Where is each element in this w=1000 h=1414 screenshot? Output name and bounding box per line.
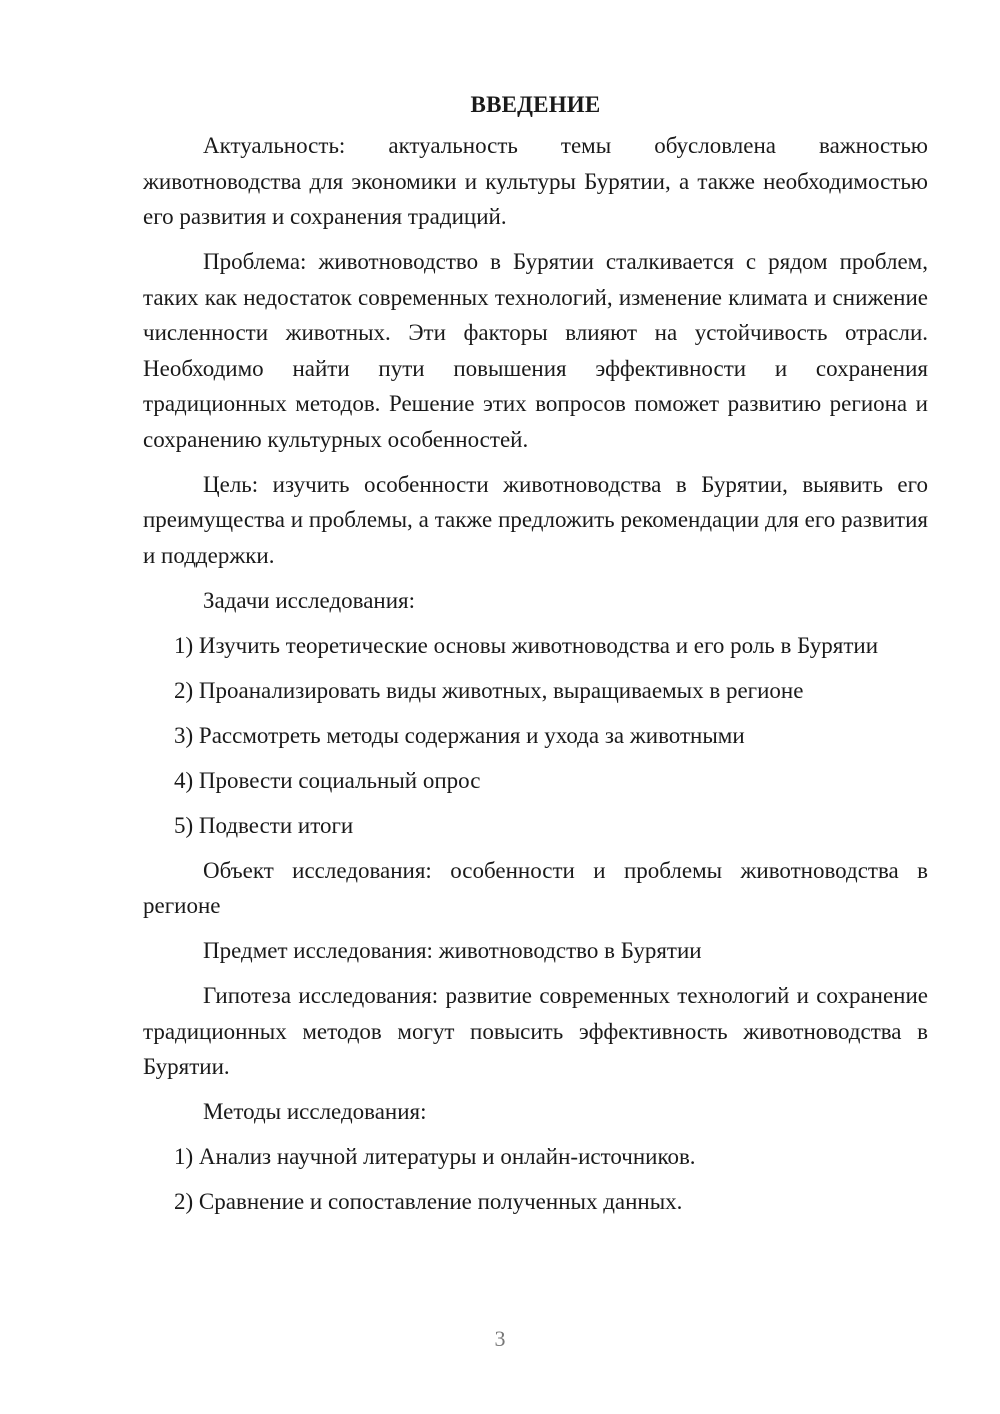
paragraph-tasks-heading: Задачи исследования:	[203, 587, 416, 613]
section-title: ВВЕДЕНИЕ	[470, 92, 601, 117]
list-item-task-5: 5) Подвести итоги	[174, 812, 354, 838]
list-item-method-2: 2) Сравнение и сопоставление полученных данных.	[174, 1189, 683, 1214]
paragraph-goal: Цель: изучить особенности животноводства в Бурятии, выявить его преимущества и проблемы, а также предложить рекомендации для его развития и поддержки.	[143, 471, 928, 568]
list-item-task-1: 1) Изучить теоретические основы животноводства и его роль в Бурятии	[174, 632, 879, 658]
document-page	[143, 88, 928, 1229]
list-item-task-3: 3) Рассмотреть методы содержания и ухода за животными	[174, 722, 745, 748]
paragraph-object: Объект исследования: особенности и проблемы животноводства в регионе	[143, 857, 928, 918]
paragraph-problem: Проблема: животноводство в Бурятии сталкивается с рядом проблем, таких как недостаток современных технологий, изменение климата и снижение численности животных. Эти факторы влияют на устойчивость отрасли. Необходимо найти пути повышения эффективности и сохранения традиционных методов. Решение этих вопросов поможет развитию региона и сохранению культурных особенностей.	[143, 249, 928, 452]
paragraph-methods-heading: Методы исследования:	[203, 1099, 427, 1124]
list-item-method-1: 1) Анализ научной литературы и онлайн-источников.	[174, 1144, 696, 1169]
list-item-task-4: 4) Провести социальный опрос	[174, 767, 481, 793]
page-number: 3	[494, 1326, 506, 1351]
paragraph-relevance: Актуальность: актуальность темы обусловлена важностью животноводства для экономики и культуры Бурятии, а также необходимостью его развития и сохранения традиций.	[143, 133, 928, 229]
paragraph-subject: Предмет исследования: животноводство в Бурятии	[203, 938, 702, 963]
list-item-task-2: 2) Проанализировать виды животных, выращиваемых в регионе	[174, 677, 804, 703]
paragraph-hypothesis: Гипотеза исследования: развитие современных технологий и сохранение традиционных методов могут повысить эффективность животноводства в Бурятии.	[143, 983, 928, 1079]
